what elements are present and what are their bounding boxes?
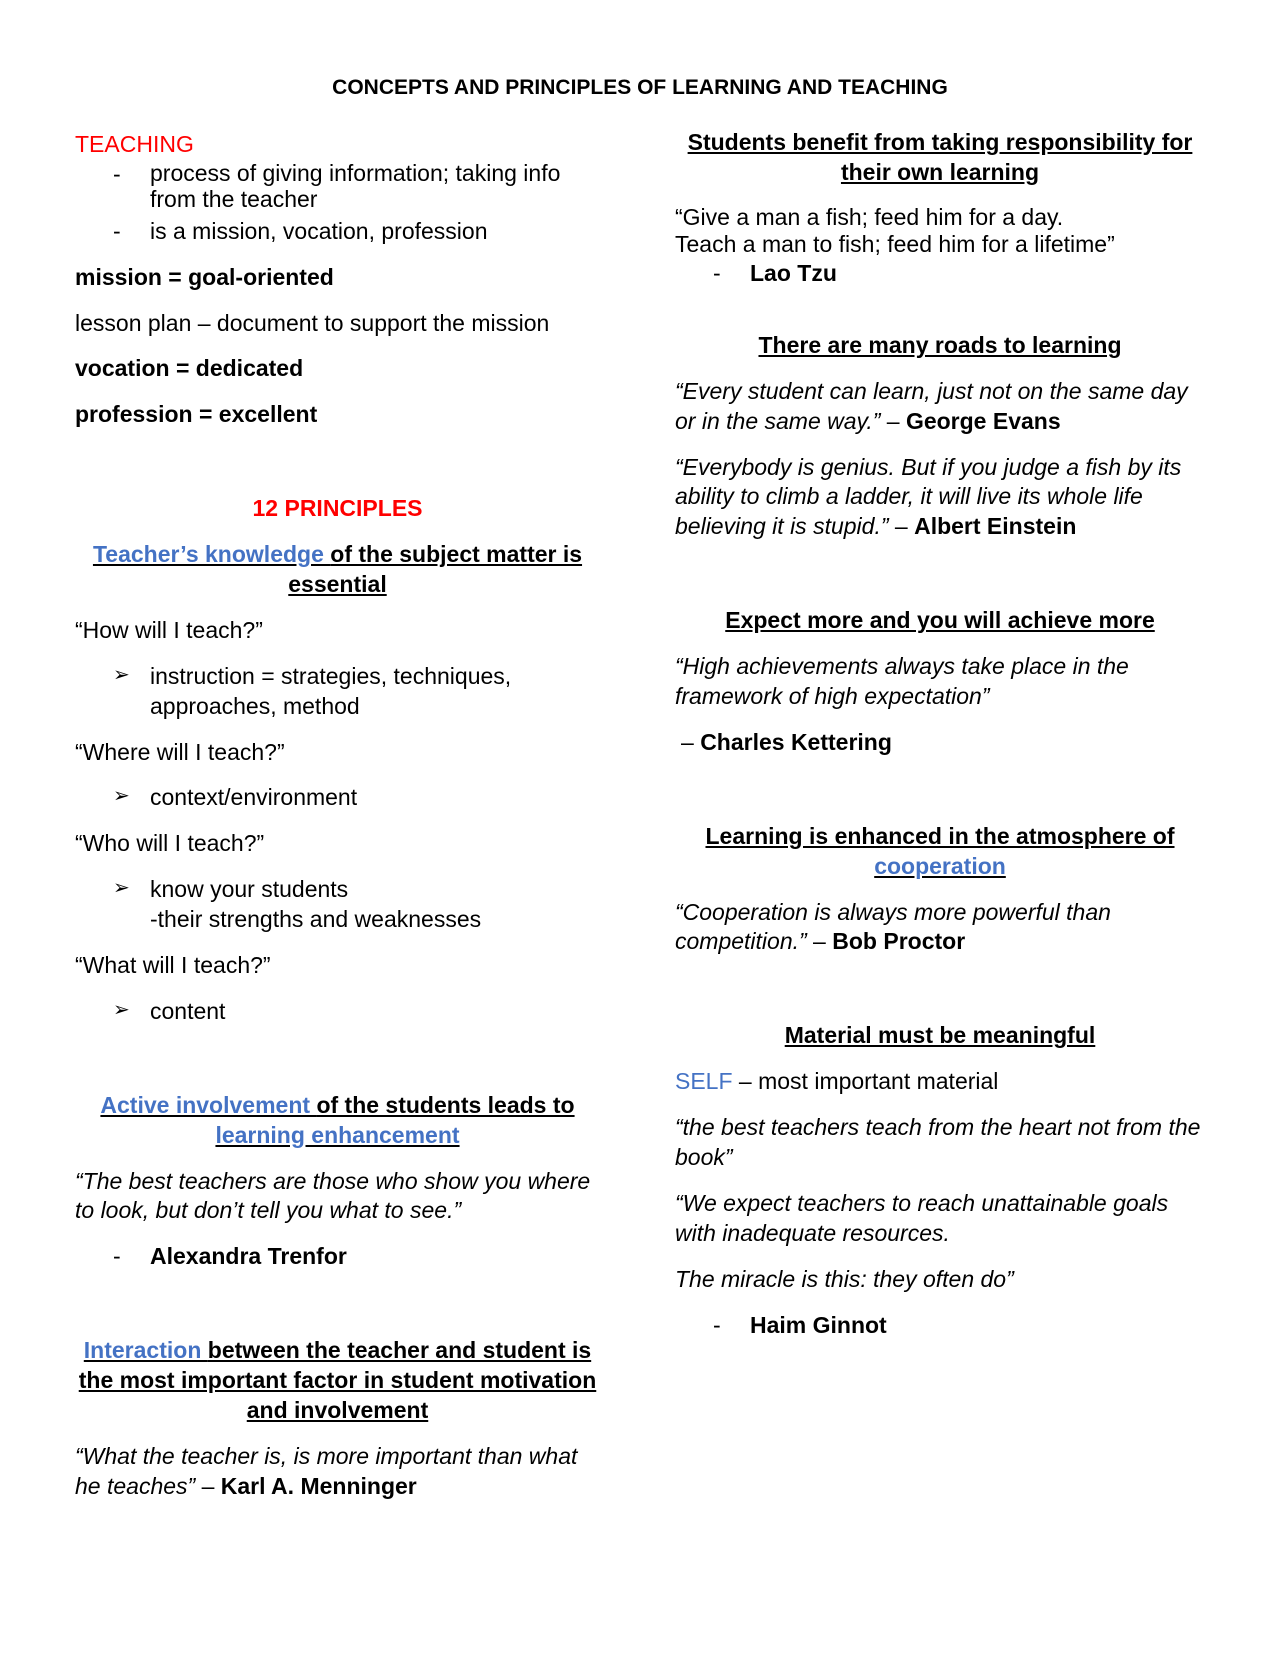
principle-heading-roads: There are many roads to learning (758, 331, 1122, 358)
quote-ginott-1: “We expect teachers to reach unattainable goals with inadequate resources. (675, 1189, 1169, 1246)
author-menninger: Karl A. Menninger (220, 1472, 417, 1499)
answer-who-line2: -their strengths and weaknesses (150, 906, 482, 933)
list-item (675, 1311, 1205, 1341)
principle-heading-involvement (75, 1091, 600, 1151)
author-lao-tzu: Lao Tzu (750, 259, 837, 286)
principle-heading-cooperation (675, 822, 1205, 882)
principle-heading-expect: Expect more and you will achieve more (725, 607, 1155, 634)
dash-bullet: - (713, 1311, 721, 1338)
quote-evans: “Every student can learn, just not on the same day or in the same way.” (675, 377, 1188, 434)
attribution-sep: – (195, 1472, 221, 1499)
quote-menninger-para (75, 1442, 600, 1502)
list-item (75, 783, 600, 813)
teaching-label: TEACHING (75, 131, 194, 157)
heading-text: of the students leads to (316, 1091, 575, 1118)
heading-highlight: Active involvement (100, 1091, 317, 1118)
arrow-bullet-icon: ➢ (113, 663, 130, 686)
quote-proctor-para (675, 898, 1205, 958)
document-title: CONCEPTS AND PRINCIPLES OF LEARNING AND TEACHING (332, 76, 948, 99)
dash-bullet: - (113, 1243, 121, 1270)
self-label: SELF (675, 1068, 733, 1095)
principles-title: 12 PRINCIPLES (252, 495, 423, 522)
attribution-dash: – (681, 728, 701, 755)
mission-line: mission = goal-oriented (75, 263, 334, 290)
heading-text: of the subject matter is essential (288, 541, 583, 597)
author-trenfor: Alexandra Trenfor (150, 1243, 347, 1270)
heading-text: between the teacher and student is the most important factor in student motivation and involvement (78, 1337, 597, 1424)
list-item (675, 259, 1205, 289)
principle-heading-interaction (75, 1336, 600, 1426)
profession-line: profession = excellent (75, 401, 318, 428)
answer-how: instruction = strategies, techniques, approaches, method (150, 662, 512, 719)
lesson-plan-line: lesson plan – document to support the mission (75, 309, 550, 336)
heading-highlight: Interaction (83, 1337, 208, 1364)
quote-line-2: Teach a man to fish; feed him for a lifetime” (675, 231, 1115, 258)
quote-einstein-para (675, 453, 1205, 543)
list-item (75, 662, 600, 722)
question-where: “Where will I teach?” (75, 738, 285, 765)
quote-trenfor: “The best teachers are those who show you where to look, but don’t tell you what to see.” (75, 1167, 591, 1224)
list-item (75, 997, 600, 1027)
quote-einstein: “Everybody is genius. But if you judge a fish by its ability to climb a ladder, it will live its whole life believing it is stupid.” (675, 453, 1182, 540)
principle-heading-knowledge (75, 540, 600, 600)
author-ginott: Haim Ginnot (750, 1311, 887, 1338)
vocation-line: vocation = dedicated (75, 355, 304, 382)
right-column (675, 128, 1205, 1340)
quote-ginott-2: The miracle is this: they often do” (675, 1265, 1014, 1292)
heading-highlight: learning enhancement (215, 1121, 460, 1148)
list-item (75, 217, 600, 247)
quote-heart: “the best teachers teach from the heart not from the book” (675, 1114, 1201, 1170)
author-einstein: Albert Einstein (914, 513, 1077, 540)
arrow-bullet-icon: ➢ (113, 877, 130, 900)
teaching-item-1: process of giving information; taking info from the teacher (150, 159, 561, 213)
answer-who-line1: know your students (150, 876, 349, 903)
quote-evans-para (675, 377, 1205, 437)
attribution-kettering (675, 728, 1205, 758)
answer-who (150, 875, 481, 935)
quote-line-1: “Give a man a fish; feed him for a day. (675, 203, 1064, 230)
dash-bullet: - (113, 160, 121, 187)
attribution-sep: – (806, 928, 833, 955)
teaching-item-2: is a mission, vocation, profession (150, 217, 488, 244)
question-what: “What will I teach?” (75, 952, 271, 979)
heading-highlight: cooperation (874, 852, 1006, 879)
quote-menninger: “What the teacher is, is more important than what he teaches” (75, 1442, 578, 1499)
quote-kettering: “High achievements always take place in the framework of high expectation” (675, 653, 1129, 709)
answer-where: context/environment (150, 784, 358, 811)
dash-bullet: - (113, 217, 121, 244)
attribution-sep: – (880, 407, 906, 434)
author-evans: George Evans (905, 407, 1061, 434)
list-item (75, 160, 600, 213)
heading-highlight: Teacher’s knowledge (92, 541, 331, 568)
list-item (75, 1242, 600, 1272)
arrow-bullet-icon: ➢ (113, 785, 130, 808)
list-item (75, 875, 600, 935)
self-rest: – most important material (732, 1068, 999, 1095)
attribution-sep: – (888, 513, 915, 540)
answer-what: content (150, 997, 226, 1024)
question-how: “How will I teach?” (75, 616, 263, 643)
quote-proctor: “Cooperation is always more powerful than competition.” (675, 898, 1111, 955)
author-kettering: Charles Kettering (700, 728, 892, 755)
question-who: “Who will I teach?” (75, 830, 265, 857)
arrow-bullet-icon: ➢ (113, 998, 130, 1021)
quote-lao-tzu (675, 204, 1205, 259)
principle-heading-responsibility: Students benefit from taking responsibility for their own learning (687, 129, 1193, 185)
heading-text: Learning is enhanced in the atmosphere of (705, 822, 1175, 849)
dash-bullet: - (713, 259, 721, 286)
author-proctor: Bob Proctor (832, 928, 966, 955)
self-line (675, 1067, 1205, 1097)
principle-heading-meaningful: Material must be meaningful (784, 1022, 1096, 1049)
left-column (75, 130, 600, 1502)
